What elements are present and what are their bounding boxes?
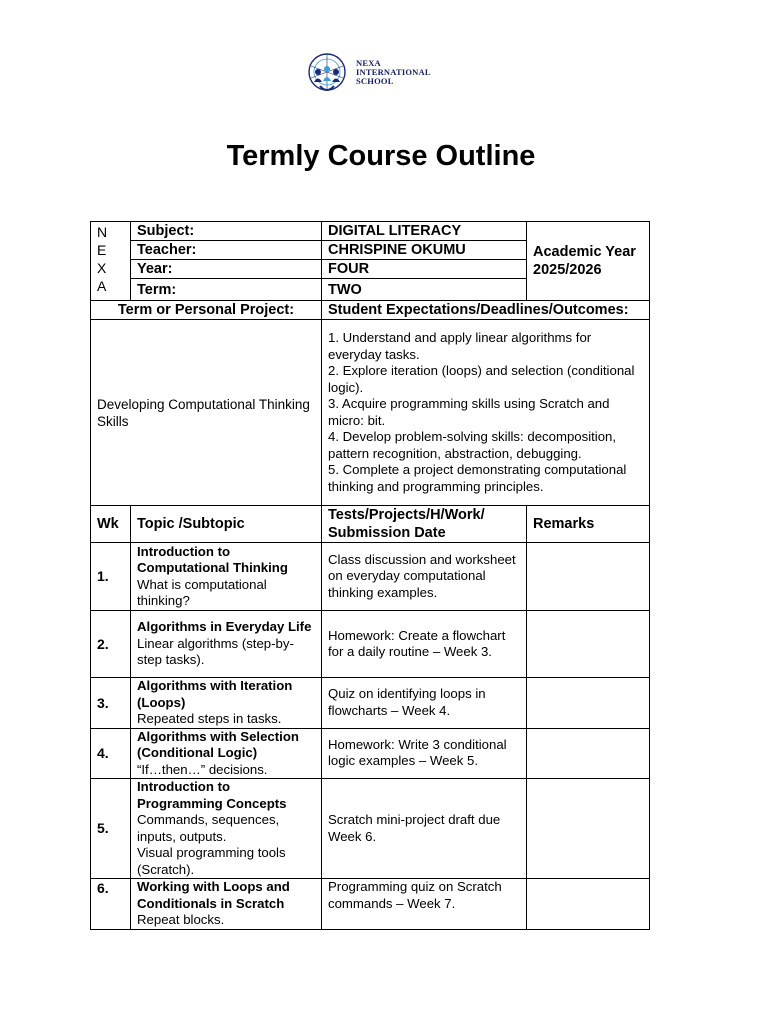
- topic-title: Algorithms in Everyday Life: [137, 619, 312, 635]
- subtopic: Visual programming tools (Scratch).: [137, 845, 286, 877]
- topic-title: Algorithms with Iteration (Loops): [137, 678, 293, 710]
- week-number: 2.: [91, 611, 131, 678]
- year-label: Year:: [131, 260, 322, 279]
- week-number: 1.: [91, 543, 131, 611]
- week-number: 4.: [91, 728, 131, 779]
- topic-cell: [131, 779, 322, 879]
- table-row: [91, 879, 650, 930]
- outcome-item: 5. Complete a project demonstrating computational thinking and programming principles.: [328, 462, 627, 494]
- tests-cell: Homework: Write 3 conditional logic examples – Week 5.: [322, 728, 527, 779]
- table-row: [91, 678, 650, 729]
- outcomes-header: Student Expectations/Deadlines/Outcomes:: [322, 301, 650, 320]
- academic-year-value: 2025/2026: [533, 262, 602, 278]
- project-header: Term or Personal Project:: [91, 301, 322, 320]
- term-label: Term:: [131, 279, 322, 301]
- outcome-item: 3. Acquire programming skills using Scratch and micro: bit.: [328, 396, 610, 428]
- table-row: [91, 779, 650, 879]
- year-value: FOUR: [322, 260, 527, 279]
- subtopic: Repeat blocks.: [137, 912, 225, 927]
- topic-title: Working with Loops and Conditionals in Scratch: [137, 879, 290, 911]
- remarks-cell: [527, 678, 650, 729]
- table-row: [91, 728, 650, 779]
- week-header: Wk: [91, 506, 131, 543]
- subject-value: DIGITAL LITERACY: [322, 222, 527, 241]
- week-number: 3.: [91, 678, 131, 729]
- subtopic: Repeated steps in tasks.: [137, 711, 282, 726]
- logo-text: NEXA INTERNATIONAL SCHOOL: [356, 58, 431, 86]
- remarks-cell: [527, 543, 650, 611]
- topic-header: Topic /Subtopic: [131, 506, 322, 543]
- outcome-item: 2. Explore iteration (loops) and selection (conditional logic).: [328, 363, 635, 395]
- topic-cell: [131, 611, 322, 678]
- academic-year-label: Academic Year: [533, 244, 636, 260]
- topic-cell: [131, 728, 322, 779]
- topic-cell: [131, 879, 322, 930]
- topic-cell: [131, 543, 322, 611]
- tests-cell: Homework: Create a flowchart for a daily routine – Week 3.: [322, 611, 527, 678]
- subtopic: “If…then…” decisions.: [137, 761, 268, 777]
- table-row: [91, 543, 650, 611]
- table-row: [91, 611, 650, 678]
- academic-year-cell: [527, 222, 650, 301]
- globe-people-icon: [306, 48, 350, 96]
- remarks-header: Remarks: [527, 506, 650, 543]
- course-outline-table: [90, 221, 650, 930]
- topic-title: Introduction to Programming Concepts: [137, 779, 287, 811]
- remarks-cell: [527, 879, 650, 930]
- outcome-item: 1. Understand and apply linear algorithms for everyday tasks.: [328, 330, 592, 362]
- tests-cell: Class discussion and worksheet on everyday computational thinking examples.: [322, 543, 527, 611]
- school-logo: [306, 48, 436, 98]
- topic-title: Algorithms with Selection (Conditional Logic): [137, 728, 299, 760]
- subtopic: What is computational thinking?: [137, 576, 267, 608]
- nexa-vertical-label: N E X A: [91, 222, 131, 301]
- topic-cell: [131, 678, 322, 729]
- subtopic: Linear algorithms (step-by-step tasks).: [137, 635, 294, 668]
- tests-header: Tests/Projects/H/Work/ Submission Date: [322, 506, 527, 543]
- tests-cell: Scratch mini-project draft due Week 6.: [322, 779, 527, 879]
- remarks-cell: [527, 728, 650, 779]
- subtopic: Commands, sequences, inputs, outputs.: [137, 812, 280, 844]
- outcomes-list: [322, 320, 650, 506]
- week-number: 5.: [91, 779, 131, 879]
- tests-cell: Programming quiz on Scratch commands – Week 7.: [322, 879, 527, 930]
- remarks-cell: [527, 611, 650, 678]
- remarks-cell: [527, 779, 650, 879]
- week-number: 6.: [91, 879, 131, 930]
- tests-cell: Quiz on identifying loops in flowcharts – Week 4.: [322, 678, 527, 729]
- outcome-item: 4. Develop problem-solving skills: decomposition, pattern recognition, abstraction, debugging.: [328, 429, 617, 461]
- project-name: Developing Computational Thinking Skills: [91, 320, 322, 506]
- page-title: Termly Course Outline: [226, 140, 536, 172]
- teacher-value: CHRISPINE OKUMU: [322, 241, 527, 260]
- topic-title: Introduction to Computational Thinking: [137, 543, 288, 575]
- teacher-label: Teacher:: [131, 241, 322, 260]
- term-value: TWO: [322, 279, 527, 301]
- subject-label: Subject:: [131, 222, 322, 241]
